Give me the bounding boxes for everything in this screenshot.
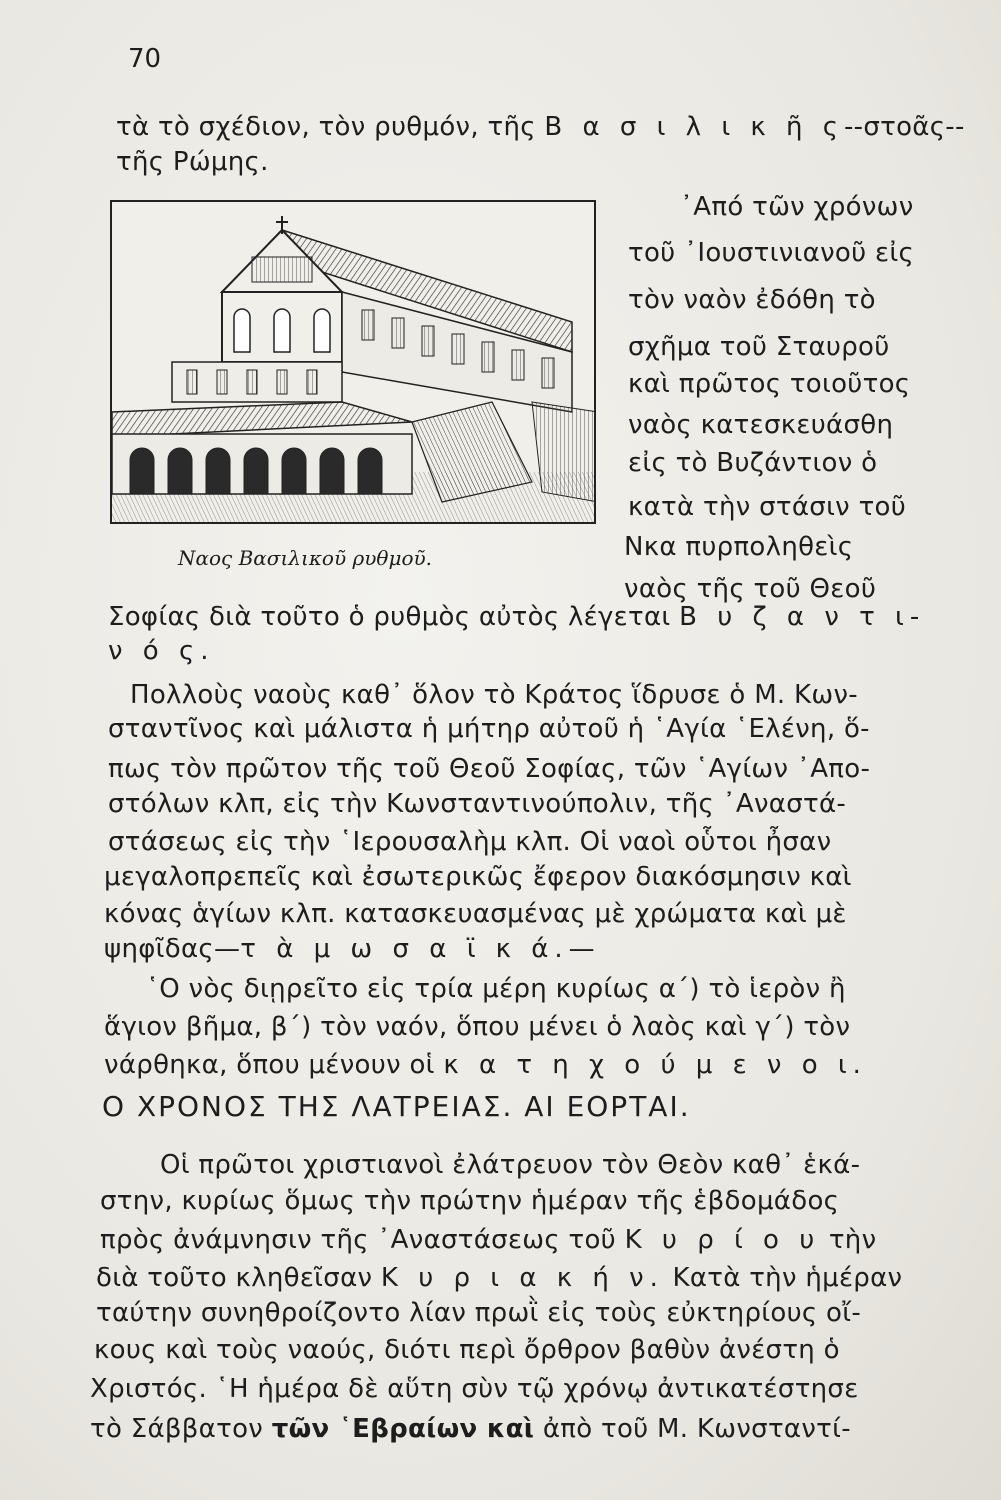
page-number: 70	[128, 44, 162, 74]
spaced-term: Β υ ζ α ν τ ι-	[679, 602, 926, 632]
text-segment: Κατὰ τὴν ἡμέραν	[672, 1263, 903, 1293]
text-line	[100, 1223, 876, 1257]
text-line: εἰς τὸ Βυζάντιον ὁ	[628, 448, 878, 478]
text-line: Νκα πυρποληθεὶς	[624, 532, 854, 562]
text-line: μεγαλοπρεπεῖς καὶ ἐσωτερικῶς ἔφερον διακόσμησιν καὶ	[104, 862, 852, 892]
text-line: Χριστός. ῾Η ἡμέρα δὲ αὕτη σὺν τῷ χρόνῳ ἀντικατέστησε	[90, 1374, 859, 1404]
text-line: κους καὶ τοὺς ναούς, διότι περὶ ὄρθρον βαθὺν ἀνέστη ὁ	[94, 1335, 840, 1365]
text-segment: πρὸς ἀνάμνησιν τῆς ᾿Αναστάσεως τοῦ	[100, 1225, 617, 1255]
text-segment: ψηφῖδας—	[104, 934, 241, 964]
text-line: κόνας ἁγίων κλπ. κατασκευασμένας μὲ χρώματα καὶ μὲ	[104, 899, 847, 929]
text-line: τῆς Ρώμης.	[116, 147, 269, 177]
text-line: τοῦ ᾿Ιουστινιανοῦ εἰς	[628, 238, 915, 268]
text-line: ᾿Από τῶν χρόνων	[680, 192, 914, 222]
text-line	[104, 1048, 867, 1082]
text-line: Πολλοὺς ναοὺς καθ᾿ ὅλον τὸ Κράτος ἵδρυσε ὁ Μ. Κων-	[130, 680, 858, 710]
text-segment: --στοᾶς--	[844, 112, 965, 142]
bold-segment: τῶν ῾Εβραίων καὶ	[271, 1414, 535, 1444]
text-line: σταντῖνος καὶ μάλιστα ἡ μήτηρ αὐτοῦ ἡ ῾Αγία ῾Ελένη, ὅ-	[108, 714, 870, 744]
text-line: τὸν ναὸν ἐδόθη τὸ	[628, 285, 876, 315]
text-line: ν ό ς.	[108, 636, 215, 666]
spaced-term: Β α σ ι λ ι κ ῆ ς	[544, 112, 844, 142]
text-line: στόλων κλπ, εἰς τὴν Κωνσταντινούπολιν, τῆς ᾿Αναστά-	[108, 789, 847, 819]
text-line: στάσεως εἰς τὴν ῾Ιερουσαλὴμ κλπ. Οἱ ναοὶ οὗτοι ἦσαν	[108, 827, 832, 857]
spaced-term: κ α τ η χ ο ύ μ ε ν ο ι.	[443, 1050, 867, 1080]
text-line	[108, 600, 925, 634]
text-line: στην, κυρίως ὅμως τὴν πρώτην ἡμέραν τῆς ἑβδομάδος	[100, 1186, 840, 1216]
basilica-engraving-icon	[110, 200, 596, 524]
text-line	[90, 1412, 851, 1446]
text-segment: τὰ τὸ σχέδιον, τὸν ρυθμόν, τῆς	[116, 112, 536, 142]
text-line: καὶ πρῶτος τοιοῦτος	[628, 369, 911, 399]
text-line	[96, 1261, 902, 1295]
text-line: ναὸς τῆς τοῦ Θεοῦ	[624, 574, 877, 604]
spaced-term: Κ υ ρ ί ο υ	[624, 1225, 821, 1255]
text-line: ῾Ο νὸς διῃρεῖτο εἰς τρία μέρη κυρίως α΄) τὸ ἱερὸν ἢ	[146, 974, 846, 1004]
text-segment: νάρθηκα, ὅπου μένουν οἱ	[104, 1050, 435, 1080]
text-line: κατὰ τὴν στάσιν τοῦ	[628, 492, 907, 522]
text-line: ταύτην συνηθροίζοντο λίαν πρωῒ εἰς τοὺς εὐκτηρίους οἴ-	[96, 1298, 862, 1328]
text-line	[104, 932, 601, 966]
spaced-term: τ ὰ μ ω σ α ϊ κ ά.—	[240, 934, 601, 964]
text-line: Οἱ πρῶτοι χριστιανοὶ ἐλάτρευον τὸν Θεὸν καθ᾿ ἑκά-	[160, 1150, 861, 1180]
text-line: σχῆμα τοῦ Σταυροῦ	[628, 332, 890, 362]
text-segment: Σοφίας διὰ τοῦτο ὁ ρυθμὸς αὐτὸς λέγεται	[108, 602, 671, 632]
figure-caption: Ναος Βασιλικοῦ ρυθμοῦ.	[178, 546, 433, 570]
spaced-term: Κ υ ρ ι α κ ή ν.	[380, 1263, 664, 1293]
text-segment: ἀπὸ τοῦ Μ. Κωνσταντί-	[542, 1414, 851, 1444]
text-line: πως τὸν πρῶτον τῆς τοῦ Θεοῦ Σοφίας, τῶν ῾Αγίων ᾿Απο-	[108, 754, 871, 784]
text-line: ἅγιον βῆμα, β΄) τὸν ναόν, ὅπου μένει ὁ λαὸς καὶ γ΄) τὸν	[104, 1012, 851, 1042]
text-segment: τὴν	[828, 1225, 877, 1255]
section-heading: Ο ΧΡΟΝΟΣ ΤΗΣ ΛΑΤΡΕΙΑΣ. ΑΙ ΕΟΡΤΑΙ.	[102, 1090, 691, 1123]
text-line	[116, 110, 965, 144]
text-segment: τὸ Σάββατον	[90, 1414, 264, 1444]
text-line: ναὸς κατεσκευάσθη	[628, 410, 894, 440]
text-segment: διὰ τοῦτο κληθεῖσαν	[96, 1263, 373, 1293]
